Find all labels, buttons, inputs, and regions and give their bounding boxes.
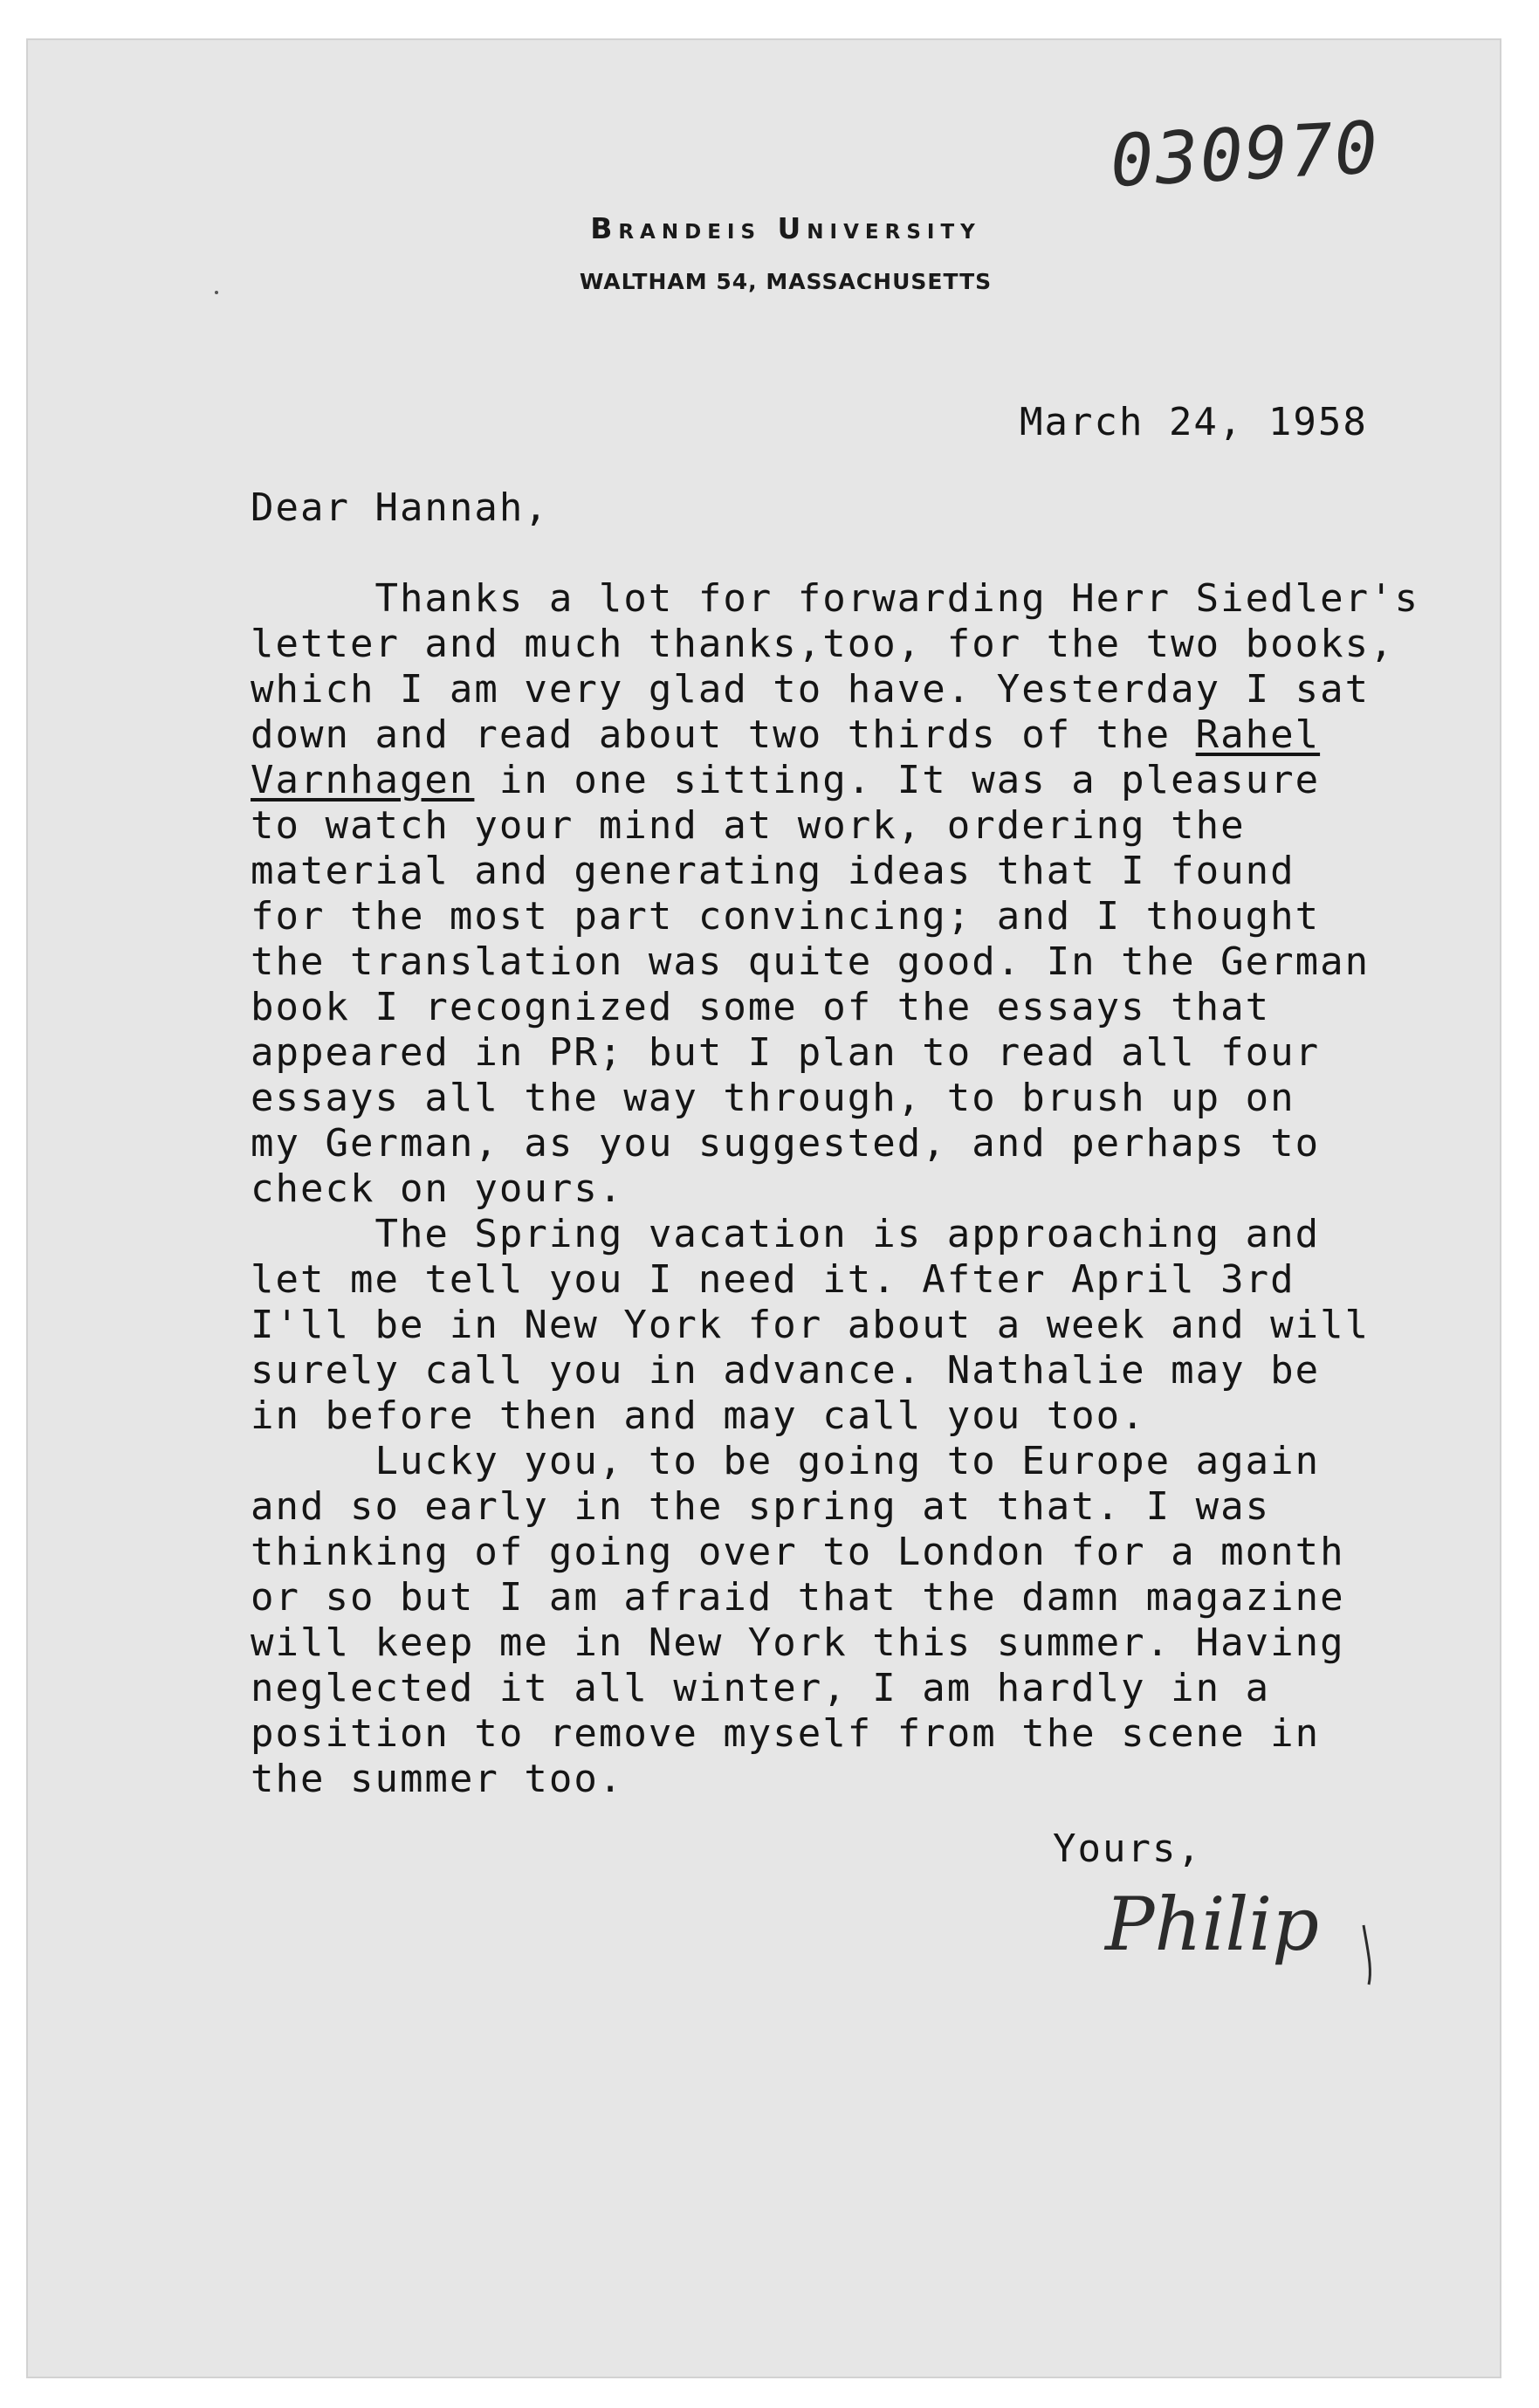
letter-date: March 24, 1958 <box>1020 400 1368 444</box>
letter-line: for the most part convincing; and I thought <box>251 894 1321 939</box>
letter-body <box>251 576 1419 1802</box>
letterhead-institution: Brandeis University <box>590 211 981 245</box>
letter-line: or so but I am afraid that the damn magazine <box>251 1575 1345 1620</box>
signature-text: Philip <box>1105 1882 1319 1967</box>
letter-line: check on yours. <box>251 1166 624 1211</box>
letter-line: appeared in PR; but I plan to read all four <box>251 1030 1321 1075</box>
letter-line: and so early in the spring at that. I was <box>251 1484 1271 1529</box>
letter-line: let me tell you I need it. After April 3rd <box>251 1257 1295 1302</box>
letter-line: The Spring vacation is approaching and <box>251 1212 1321 1256</box>
letter-line: Lucky you, to be going to Europe again <box>251 1439 1321 1483</box>
letter-line: essays all the way through, to brush up on <box>251 1076 1295 1120</box>
salutation: Dear Hannah, <box>251 485 549 530</box>
letter-line: material and generating ideas that I found <box>251 849 1295 893</box>
letter-line: in before then and may call you too. <box>251 1393 1146 1438</box>
letterhead-address: WALTHAM 54, MASSACHUSETTS <box>579 269 993 294</box>
letter-line: the summer too. <box>251 1757 624 1801</box>
letter-line: to watch your mind at work, ordering the <box>251 803 1246 848</box>
letter-line: Thanks a lot for forwarding Herr Siedler's <box>251 576 1420 621</box>
letter-line: surely call you in advance. Nathalie may be <box>251 1348 1321 1393</box>
letter-line: letter and much thanks,too, for the two books, <box>251 622 1395 666</box>
paper-speck <box>215 291 218 294</box>
signature <box>1102 1882 1433 1986</box>
letter-line: position to remove myself from the scene in <box>251 1711 1321 1756</box>
signature-tail-stroke <box>1364 1925 1370 1985</box>
letter-line: I'll be in New York for about a week and will <box>251 1303 1371 1347</box>
letter-line: which I am very glad to have. Yesterday I sat <box>251 667 1371 712</box>
letter-line: Varnhagen in one sitting. It was a pleasure <box>251 758 1321 802</box>
letter-line: my German, as you suggested, and perhaps to <box>251 1121 1321 1166</box>
letter-line: the translation was quite good. In the German <box>251 939 1371 984</box>
letter-line: thinking of going over to London for a month <box>251 1530 1345 1574</box>
archive-number: 030970 <box>1108 106 1382 204</box>
letter-line: down and read about two thirds of the Rahel <box>251 712 1321 757</box>
book-title: Rahel <box>1195 712 1321 757</box>
book-title: Varnhagen <box>251 758 475 802</box>
letter-line: will keep me in New York this summer. Having <box>251 1620 1345 1665</box>
letter-line: neglected it all winter, I am hardly in a <box>251 1666 1271 1710</box>
closing: Yours, <box>1053 1827 1202 1871</box>
letter-line: book I recognized some of the essays that <box>251 985 1271 1029</box>
